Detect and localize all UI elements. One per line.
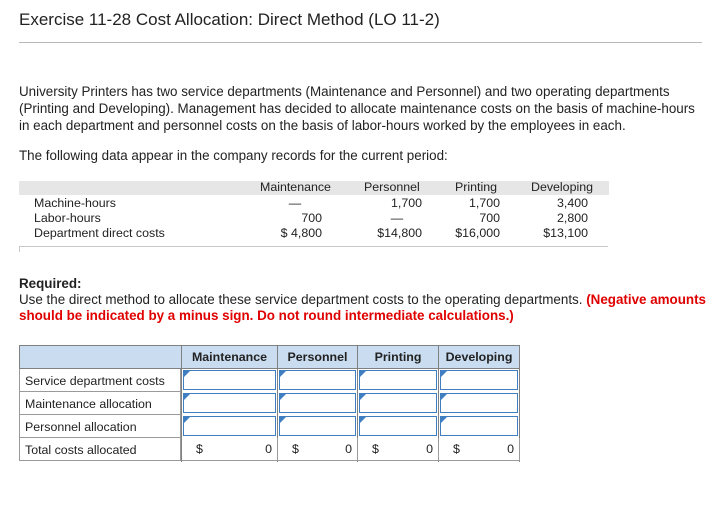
data-table-divider-tick — [19, 246, 20, 252]
service-costs-personnel-input[interactable] — [279, 370, 356, 390]
service-costs-developing-input[interactable] — [440, 370, 518, 390]
data-col-developing: Developing — [531, 180, 593, 194]
intro-paragraph: University Printers has two service departments (Maintenance and Personnel) and two operating departments (Printing and Developing). Management has decided to allocate maintenance costs on the basis of machine-hours in each department and personnel costs on the basis of labor-hours worked by the employees in each. — [19, 84, 695, 133]
answer-col-maintenance: Maintenance — [191, 350, 268, 364]
personnel-allocation-personnel-input[interactable] — [279, 416, 356, 436]
maintenance-allocation-developing-input[interactable] — [440, 393, 518, 413]
data-cell: 1,700 — [390, 196, 422, 210]
total-personnel — [278, 438, 358, 461]
page-title: Exercise 11-28 Cost Allocation: Direct Method (LO 11-2) — [19, 10, 440, 29]
row-label-maintenance-allocation: Maintenance allocation — [19, 392, 181, 415]
data-cell: 2,800 — [556, 211, 588, 225]
currency-symbol: $ — [292, 442, 299, 456]
personnel-allocation-maintenance-input[interactable] — [183, 416, 276, 436]
data-row-label: Machine-hours — [34, 196, 116, 210]
total-value: 0 — [507, 442, 514, 456]
total-value: 0 — [426, 442, 433, 456]
data-cell: $ 4,800 — [280, 226, 322, 240]
currency-symbol: $ — [372, 442, 379, 456]
required-heading: Required: — [19, 276, 82, 291]
maintenance-allocation-maintenance-input[interactable] — [183, 393, 276, 413]
total-printing — [358, 438, 439, 461]
required-note: (Negative amounts should be indicated by a minus sign. Do not round intermediate calculations.) — [19, 292, 706, 323]
total-value: 0 — [345, 442, 352, 456]
row-label-total-costs-allocated: Total costs allocated — [19, 438, 181, 461]
required-text — [19, 292, 709, 324]
data-table-divider — [19, 246, 608, 247]
personnel-allocation-printing-input[interactable] — [359, 416, 437, 436]
personnel-allocation-developing-input[interactable] — [440, 416, 518, 436]
data-row-label: Labor-hours — [34, 211, 101, 225]
total-developing — [439, 438, 520, 461]
maintenance-allocation-personnel-input[interactable] — [279, 393, 356, 413]
answer-col-developing: Developing — [445, 350, 513, 364]
currency-symbol: $ — [196, 442, 203, 456]
data-cell: 1,700 — [468, 196, 500, 210]
row-label-personnel-allocation: Personnel allocation — [19, 415, 181, 438]
data-row-label: Department direct costs — [34, 226, 165, 240]
data-col-personnel: Personnel — [364, 180, 420, 194]
data-cell: 700 — [301, 211, 322, 225]
data-cell: — — [288, 196, 302, 210]
data-cell: $13,100 — [543, 226, 588, 240]
title-divider — [19, 42, 702, 43]
data-col-maintenance: Maintenance — [260, 180, 331, 194]
intro-lead: The following data appear in the company records for the current period: — [19, 148, 448, 163]
data-cell: $16,000 — [455, 226, 500, 240]
answer-col-personnel: Personnel — [287, 350, 348, 364]
required-instruction: Use the direct method to allocate these service department costs to the operating departments. — [19, 292, 583, 307]
total-maintenance — [182, 438, 278, 461]
data-cell: $14,800 — [377, 226, 422, 240]
service-costs-maintenance-input[interactable] — [183, 370, 276, 390]
total-value: 0 — [265, 442, 272, 456]
maintenance-allocation-printing-input[interactable] — [359, 393, 437, 413]
data-cell: — — [390, 211, 404, 225]
data-cell: 700 — [479, 211, 500, 225]
data-col-printing: Printing — [455, 180, 498, 194]
table-left-border — [19, 369, 20, 461]
row-label-service-department-costs: Service department costs — [19, 369, 181, 392]
data-cell: 3,400 — [556, 196, 588, 210]
currency-symbol: $ — [453, 442, 460, 456]
service-costs-printing-input[interactable] — [359, 370, 437, 390]
answer-col-printing: Printing — [374, 350, 422, 364]
